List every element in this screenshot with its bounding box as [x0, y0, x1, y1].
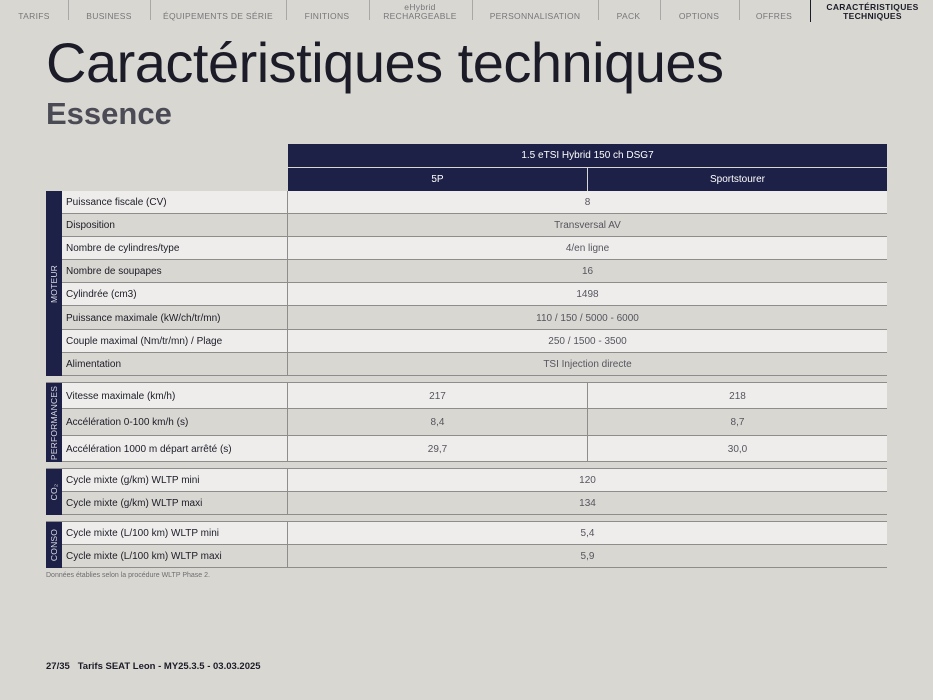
table-row [62, 214, 887, 237]
table-row [62, 353, 887, 376]
row-label: Nombre de soupapes [66, 266, 162, 277]
nav-tab-label: OFFRES [755, 11, 793, 21]
table-row [62, 237, 887, 260]
row-line [62, 461, 887, 462]
row-label: Accélération 1000 m départ arrêté (s) [66, 443, 232, 455]
page-subtitle: Essence [46, 96, 172, 131]
row-label: Vitesse maximale (km/h) [66, 390, 176, 402]
row-value-sportstourer: 218 [729, 390, 746, 402]
nav-tab-equipements[interactable] [152, 0, 284, 24]
table-row [62, 409, 887, 436]
nav-tab-label: PACK [616, 11, 641, 21]
row-label: Accélération 0-100 km/h (s) [66, 417, 189, 428]
nav-tab-options[interactable] [662, 0, 736, 24]
nav-tab-caracteristiques[interactable] [812, 0, 933, 24]
row-line [62, 567, 887, 568]
table-row [62, 469, 887, 492]
nav-tab-label: ÉQUIPEMENTS DE SÉRIE [163, 11, 273, 21]
row-line [62, 375, 887, 376]
group-label-moteur [46, 191, 62, 376]
row-label: Cycle mixte (L/100 km) WLTP mini [66, 528, 219, 539]
table-row [62, 283, 887, 306]
nav-tab-label: PERSONNALISATION [489, 11, 581, 21]
row-label: Nombre de cylindres/type [66, 243, 180, 254]
table-row [62, 191, 887, 214]
table-row [62, 522, 887, 545]
row-label: Cycle mixte (L/100 km) WLTP maxi [66, 551, 222, 562]
group-label-text: CONSO [49, 528, 59, 562]
nav-tab-label-line2: RECHARGEABLE [383, 11, 457, 21]
row-label: Puissance maximale (kW/ch/tr/mn) [66, 312, 221, 324]
group-label-co2 [46, 469, 62, 515]
table-header-model: 1.5 eTSI Hybrid 150 ch DSG7 [288, 144, 887, 167]
row-label: Alimentation [66, 359, 122, 370]
nav-tab-business[interactable] [72, 0, 146, 24]
nav-divider [68, 0, 69, 20]
nav-divider [660, 0, 661, 20]
top-navigation [0, 0, 933, 24]
table-row [62, 260, 887, 283]
group-label-text: CO₂ [49, 483, 59, 501]
nav-tab-label: BUSINESS [86, 11, 132, 21]
table-row [62, 330, 887, 353]
row-label: Cylindrée (cm3) [66, 289, 137, 300]
table-row [62, 306, 887, 330]
group-label-conso [46, 522, 62, 568]
group-label-performances [46, 383, 62, 462]
nav-tab-ehybrid[interactable] [372, 0, 468, 24]
row-value: 1498 [576, 289, 599, 300]
row-value: 120 [579, 475, 596, 486]
row-value: Transversal AV [554, 220, 621, 231]
row-value-5p: 8,4 [430, 417, 445, 428]
row-value: TSI Injection directe [543, 359, 632, 370]
group-label-text: MOTEUR [49, 264, 59, 303]
row-value: 16 [581, 266, 594, 277]
nav-divider [472, 0, 473, 20]
row-label: Cycle mixte (g/km) WLTP mini [66, 475, 200, 486]
nav-divider [598, 0, 599, 20]
nav-tab-personnalisation[interactable] [475, 0, 595, 24]
row-value: 5,9 [580, 551, 595, 562]
row-label: Disposition [66, 220, 115, 231]
table-row [62, 492, 887, 515]
row-line [62, 514, 887, 515]
row-value-5p: 29,7 [427, 443, 448, 455]
nav-divider [286, 0, 287, 20]
nav-tab-offres[interactable] [741, 0, 807, 24]
page-footer: 27/35 Tarifs SEAT Leon - MY25.3.5 - 03.03.2025 [46, 661, 261, 672]
nav-tab-finitions[interactable] [288, 0, 366, 24]
row-label: Couple maximal (Nm/tr/mn) / Plage [66, 336, 223, 347]
row-label: Cycle mixte (g/km) WLTP maxi [66, 498, 203, 509]
nav-tab-label: OPTIONS [678, 11, 720, 21]
row-label: Puissance fiscale (CV) [66, 197, 167, 208]
group-label-text: PERFORMANCES [49, 385, 59, 460]
nav-divider [739, 0, 740, 20]
nav-divider-active [810, 0, 811, 22]
table-header-body-5p: 5P [288, 168, 587, 191]
row-value: 250 / 1500 - 3500 [548, 336, 627, 347]
row-value-sportstourer: 8,7 [730, 417, 745, 428]
page-title: Caractéristiques techniques [46, 31, 724, 94]
table-header-body-sportstourer: Sportstourer [588, 168, 887, 191]
row-value: 4/en ligne [565, 243, 610, 254]
row-value-sportstourer: 30,0 [727, 443, 748, 455]
nav-tab-label: eHybrid [404, 2, 436, 12]
nav-tab-label: TARIFS [18, 11, 50, 21]
row-value-5p: 217 [429, 390, 446, 402]
row-value: 134 [579, 498, 596, 509]
row-value: 8 [584, 197, 591, 208]
row-value: 110 / 150 / 5000 - 6000 [536, 312, 639, 324]
table-row [62, 545, 887, 568]
nav-tab-label: FINITIONS [304, 11, 350, 21]
table-row [62, 436, 887, 462]
table-row [62, 383, 887, 409]
nav-tab-pack[interactable] [600, 0, 657, 24]
nav-divider [150, 0, 151, 20]
row-value: 5,4 [580, 528, 595, 539]
nav-divider [369, 0, 370, 20]
footnote: Données établies selon la procédure WLTP Phase 2. [46, 572, 210, 579]
nav-tab-label: CARACTÉRISTIQUES [826, 2, 919, 12]
nav-tab-label-line2: TECHNIQUES [843, 11, 902, 21]
nav-tab-tarifs[interactable] [8, 0, 60, 24]
